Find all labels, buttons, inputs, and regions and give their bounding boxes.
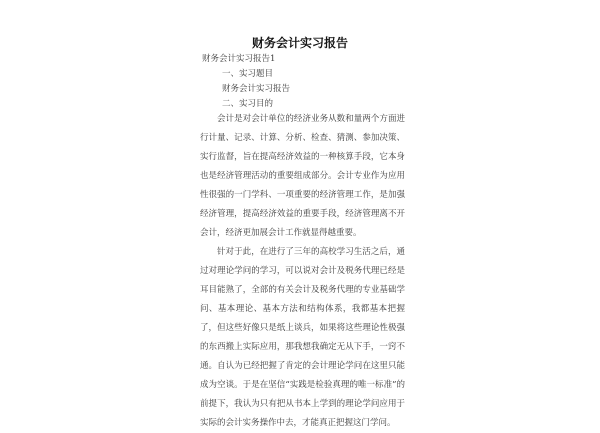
document-subtitle: 财务会计实习报告1 [202,54,276,64]
section1-heading: 一、实习题目 [222,69,274,79]
section2-heading: 二、实习目的 [222,99,274,109]
paragraph: 会计是对会计单位的经济业务从数和量两个方面进行计量、记录、计算、分析、检查、猜测、参加决策、实行监督，旨在提高经济效益的一种核算手段，它本身也是经济管理活动的重要组成部分。会计专业作为应用性很强的一门学科、一项重要的经济管理工作，是加强经济管理，提高经济效益的重要手段，经济管理离不开会计，经济更加展会计工作就显得越重要。 [200,114,405,238]
section1-content: 财务会计实习报告 [222,84,291,94]
paragraph: 针对于此，在进行了三年的高校学习生活之后，通过对理论学问的学习，可以说对会计及税务代理已经是耳目能熟了，全部的有关会计及税务代理的专业基础学问、基本理论、基本方法和结构体系，我都基本把握了，但这些好像只是纸上谈兵，如果将这些理论性极强的东西搬上实际应用，那我想我确定无从下手，一窍不通。自认为已经把握了肯定的会计理论学问在这里只能成为空谈。于是在坚信“实践是检验真理的唯一标准”的前提下，我认为只有把从书本上学到的理论学问应用于实际的会计实务操作中去，才能真正把握这门学问。 [200,247,405,428]
report-body [200,110,405,433]
document-title: 财务会计实习报告 [251,36,348,50]
